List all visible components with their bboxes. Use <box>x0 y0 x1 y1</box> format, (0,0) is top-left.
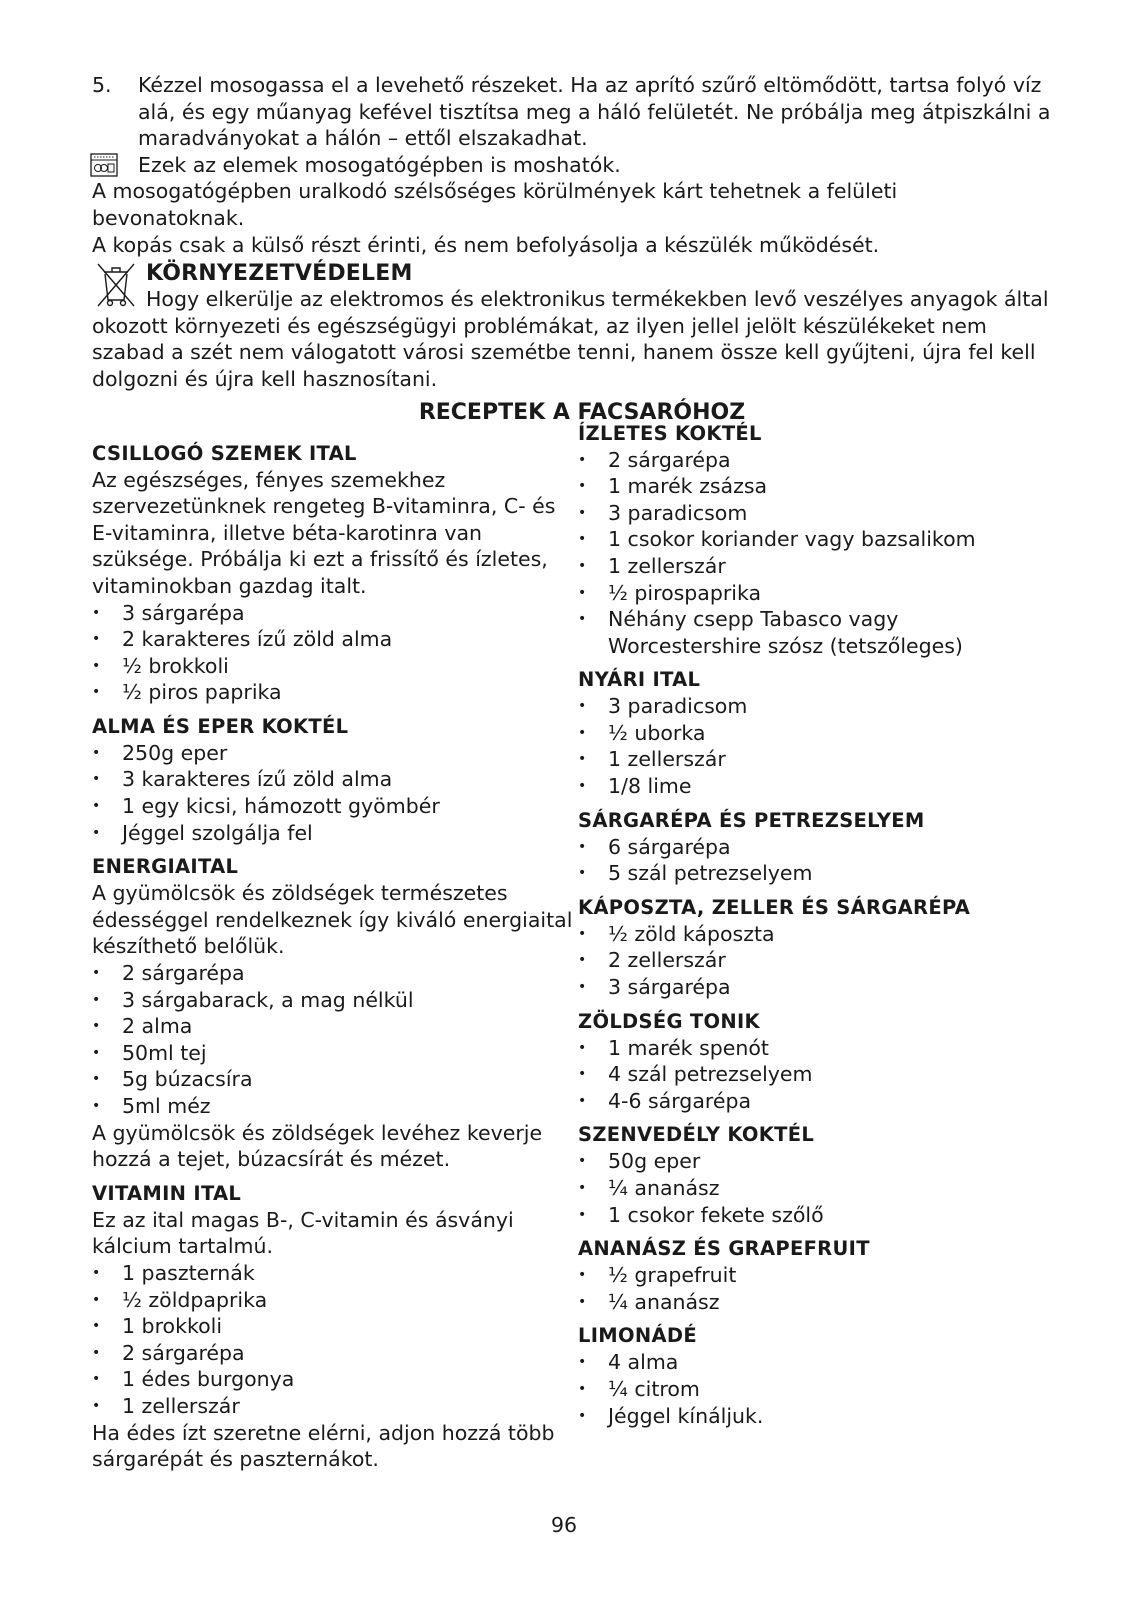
recipe-outro: A gyümölcsök és zöldségek levéhez keverje hozzá a tejet, búzacsírát és mézet. <box>92 1120 543 1172</box>
ingredient-list <box>578 834 1052 887</box>
bullet-icon: • <box>578 1267 587 1284</box>
ingredient-text: 1 marék zsázsa <box>608 474 768 499</box>
ingredient-item <box>578 834 1052 861</box>
bullet-icon: • <box>578 952 587 969</box>
ingredient-text: Jéggel kínáljuk. <box>608 1403 764 1428</box>
ingredient-text: ½ zöldpaprika <box>122 1287 268 1312</box>
ingredient-list <box>578 921 1052 1001</box>
ingredient-text: 3 sárgarépa <box>608 975 731 1000</box>
bullet-icon: • <box>92 1291 101 1308</box>
ingredient-item <box>578 1035 1052 1062</box>
ingredient-item <box>92 1366 578 1393</box>
ingredient-item <box>578 473 1052 500</box>
ingredient-list <box>578 447 1052 660</box>
recipe <box>92 854 578 1173</box>
step-text: Kézzel mosogassa el a levehető részeket. Ha az aprító szűrő eltömődött, tartsa folyó víz alá, és egy műanyag kefével tisztítsa meg a háló felületét. Ne próbálja meg átpiszkálni a maradványokat a hálón – ettől elszakadhat. <box>138 73 1051 151</box>
ingredient-item <box>92 960 578 987</box>
ingredient-item <box>92 1040 578 1067</box>
recipe <box>92 1181 578 1473</box>
ingredient-list <box>578 1035 1052 1115</box>
recipe <box>578 667 1052 799</box>
ingredient-text: Jéggel szolgálja fel <box>122 820 313 845</box>
ingredient-item <box>92 1313 578 1340</box>
ingredient-item <box>578 860 1052 887</box>
ingredient-text: 4-6 sárgarépa <box>608 1088 752 1113</box>
bullet-icon: • <box>578 504 587 521</box>
bullet-icon: • <box>578 724 587 741</box>
ingredient-text: 1 paszternák <box>122 1260 255 1285</box>
bullet-icon: • <box>92 798 101 815</box>
ingredient-text: ½ piros paprika <box>122 680 282 705</box>
ingredient-item <box>92 766 578 793</box>
note-line-1: A mosogatógépben uralkodó szélsőséges körülmények kárt tehetnek a felületi bevonatoknak. <box>92 179 898 230</box>
ingredient-text: 3 paradicsom <box>608 500 748 525</box>
recipe-title: CSILLOGÓ SZEMEK ITAL <box>92 441 357 465</box>
ingredient-text: 2 karakteres ízű zöld alma <box>122 627 393 652</box>
note-line-2: A kopás csak a külső részt érinti, és nem befolyásolja a készülék működését. <box>92 232 880 257</box>
ingredient-item <box>92 820 578 847</box>
ingredient-text: 2 sárgarépa <box>122 961 245 986</box>
ingredient-item <box>578 1376 1052 1403</box>
ingredient-item <box>92 653 578 680</box>
bullet-icon: • <box>92 771 101 788</box>
ingredient-item <box>578 526 1052 553</box>
bullet-icon: • <box>578 1206 587 1223</box>
ingredient-text: 1 zellerszár <box>608 553 726 578</box>
bullet-icon: • <box>92 1018 101 1035</box>
ingredient-text: 1 egy kicsi, hámozott gyömbér <box>122 794 440 819</box>
ingredient-text: 4 alma <box>608 1350 679 1375</box>
ingredient-text: 2 zellerszár <box>608 948 726 973</box>
bullet-icon: • <box>92 1397 101 1414</box>
recipe <box>578 1236 1052 1315</box>
bullet-icon: • <box>92 824 101 841</box>
bullet-icon: • <box>578 1293 587 1310</box>
ingredient-text: 5 szál petrezselyem <box>608 861 813 886</box>
ingredient-item <box>92 793 578 820</box>
ingredient-item <box>578 1403 1052 1430</box>
recipe-title: ANANÁSZ ÉS GRAPEFRUIT <box>578 1237 870 1261</box>
ingredient-text: 3 sárgarépa <box>122 600 245 625</box>
recipe-title: ÍZLETES KOKTÉL <box>578 421 762 445</box>
ingredient-item <box>578 1202 1052 1229</box>
recipe <box>578 808 1052 887</box>
ingredient-item <box>92 600 578 627</box>
recipe-title: ENERGIAITAL <box>92 855 239 879</box>
step-5 <box>92 72 1052 152</box>
bullet-icon: • <box>578 451 587 468</box>
recipe-title: ALMA ÉS EPER KOKTÉL <box>92 714 349 738</box>
ingredient-text: 1 marék spenót <box>608 1035 769 1060</box>
bullet-icon: • <box>92 1344 101 1361</box>
bullet-icon: • <box>578 1354 587 1371</box>
ingredient-text: 3 karakteres ízű zöld alma <box>122 767 393 792</box>
bullet-icon: • <box>578 925 587 942</box>
recipe-intro: A gyümölcsök és zöldségek természetes édességgel rendelkeznek így kiváló energiaital készíthető belőlük. <box>92 881 573 959</box>
ingredient-item <box>578 500 1052 527</box>
ingredient-item <box>92 1013 578 1040</box>
bullet-icon: • <box>92 1044 101 1061</box>
dishwasher-line <box>92 152 1052 179</box>
environment-title: KÖRNYEZETVÉDELEM <box>146 261 413 287</box>
ingredient-text: 50g eper <box>608 1149 701 1174</box>
ingredient-text: 1 zellerszár <box>122 1393 240 1418</box>
ingredient-item <box>578 1262 1052 1289</box>
ingredient-item <box>578 606 1052 659</box>
ingredient-text: ½ uborka <box>608 720 706 745</box>
recipe <box>578 1122 1052 1228</box>
ingredient-list <box>92 740 578 846</box>
bullet-icon: • <box>92 744 101 761</box>
ingredient-text: ¼ ananász <box>608 1176 720 1200</box>
recipe-title: KÁPOSZTA, ZELLER ÉS SÁRGARÉPA <box>578 895 971 919</box>
ingredient-list <box>92 1260 578 1420</box>
ingredient-text: Néhány csepp Tabasco vagy Worcestershire szósz (tetszőleges) <box>608 607 963 658</box>
recipe-columns <box>92 421 1052 1481</box>
bullet-icon: • <box>92 1264 101 1281</box>
ingredient-item <box>92 1340 578 1367</box>
environment-text: Hogy elkerülje az elektromos és elektronikus termékekben levő veszélyes anyagok által okozott környezeti és egészségügyi problémákat, az ilyen jellel jelölt készülékeket nem szabad a szét nem válogatott városi szemétbe tenni, hanem össze kell gyűjteni, újra fel kell dolgozni és újra kell hasznosítani. <box>92 287 1049 391</box>
recipe <box>578 421 1052 660</box>
ingredient-item <box>578 1289 1052 1316</box>
recipe <box>578 1009 1052 1115</box>
bullet-icon: • <box>578 698 587 715</box>
ingredient-list <box>578 1349 1052 1429</box>
bullet-icon: • <box>578 1092 587 1109</box>
recipe-title: LIMONÁDÉ <box>578 1324 697 1348</box>
recipe-title: ZÖLDSÉG TONIK <box>578 1009 760 1033</box>
ingredient-text: 2 alma <box>122 1014 193 1039</box>
ingredient-item <box>92 987 578 1014</box>
ingredient-text: ½ zöld káposzta <box>608 921 775 946</box>
bullet-icon: • <box>92 1098 101 1114</box>
bullet-icon: • <box>578 1153 587 1170</box>
bullet-icon: • <box>92 991 101 1008</box>
ingredient-item <box>578 1175 1052 1202</box>
bullet-icon: • <box>578 531 587 548</box>
bullet-icon: • <box>578 1066 587 1083</box>
recipe-title: NYÁRI ITAL <box>578 668 701 692</box>
ingredient-text: ½ brokkoli <box>122 653 229 678</box>
right-column <box>578 421 1052 1481</box>
bullet-icon: • <box>578 751 587 768</box>
ingredient-list <box>578 693 1052 799</box>
ingredient-item <box>92 626 578 653</box>
bullet-icon: • <box>92 604 101 621</box>
bullet-icon: • <box>578 1039 587 1056</box>
bullet-icon: • <box>578 557 587 574</box>
bullet-icon: • <box>578 478 587 495</box>
bullet-icon: • <box>578 778 587 795</box>
ingredient-text: 1 csokor fekete szőlő <box>608 1202 824 1227</box>
ingredient-item <box>578 447 1052 474</box>
ingredient-item <box>578 553 1052 580</box>
left-column <box>92 441 578 1481</box>
ingredient-item <box>92 740 578 767</box>
ingredient-item <box>92 679 578 706</box>
bullet-icon: • <box>92 684 101 701</box>
recipe <box>92 714 578 846</box>
ingredient-item <box>578 773 1052 800</box>
bullet-icon: • <box>92 965 101 982</box>
ingredient-text: 1/8 lime <box>608 774 692 799</box>
bullet-icon: • <box>92 1071 101 1088</box>
environment-section <box>92 260 1052 392</box>
bullet-icon: • <box>92 1318 101 1335</box>
ingredient-item <box>578 947 1052 974</box>
ingredient-text: 2 sárgarépa <box>608 447 731 472</box>
bullet-icon: • <box>92 631 101 648</box>
ingredient-text: 1 édes burgonya <box>122 1367 295 1392</box>
ingredient-text: 1 zellerszár <box>608 747 726 772</box>
ingredient-item <box>578 974 1052 1001</box>
recipe <box>578 895 1052 1001</box>
recipe-title: VITAMIN ITAL <box>92 1181 242 1205</box>
ingredient-list <box>92 600 578 706</box>
ingredient-text: 6 sárgarépa <box>608 834 731 859</box>
ingredient-text: 3 paradicsom <box>608 694 748 719</box>
ingredient-text: 5ml méz <box>122 1094 211 1118</box>
bullet-icon: • <box>578 979 587 996</box>
ingredient-item <box>578 580 1052 607</box>
ingredient-text: 1 brokkoli <box>122 1314 223 1339</box>
recipe-title: SÁRGARÉPA ÉS PETREZSELYEM <box>578 808 925 832</box>
dishwasher-text: Ezek az elemek mosogatógépben is moshatók. <box>138 152 621 177</box>
ingredient-item <box>578 921 1052 948</box>
ingredient-item <box>578 1061 1052 1088</box>
ingredient-text: ½ grapefruit <box>608 1263 737 1288</box>
ingredient-item <box>578 746 1052 773</box>
ingredient-item <box>92 1066 578 1093</box>
recycle-bin-icon <box>94 260 138 317</box>
recipe-outro: Ha édes ízt szeretne elérni, adjon hozzá több sárgarépát és paszternákot. <box>92 1420 555 1472</box>
ingredient-text: 3 sárgabarack, a mag nélkül <box>122 987 414 1012</box>
ingredient-text: 1 csokor koriander vagy bazsalikom <box>608 527 976 552</box>
ingredient-list <box>578 1262 1052 1315</box>
dishwasher-icon <box>92 153 138 177</box>
ingredient-item <box>578 693 1052 720</box>
bullet-icon: • <box>578 611 587 628</box>
bullet-icon: • <box>578 838 587 855</box>
recipe <box>578 1323 1052 1429</box>
ingredient-text: ¼ citrom <box>608 1376 700 1401</box>
ingredient-text: 2 sárgarépa <box>122 1340 245 1365</box>
bullet-icon: • <box>578 1407 587 1424</box>
step-number: 5. <box>92 73 112 97</box>
ingredient-text: 5g búzacsíra <box>122 1067 253 1092</box>
recipes-title: RECEPTEK A FACSARÓHOZ <box>418 399 746 425</box>
ingredient-list <box>92 960 578 1120</box>
ingredient-text: 50ml tej <box>122 1040 207 1065</box>
bullet-icon: • <box>578 1380 587 1397</box>
ingredient-item <box>578 720 1052 747</box>
ingredient-list <box>578 1148 1052 1228</box>
ingredient-item <box>578 1148 1052 1175</box>
recipe <box>92 441 578 706</box>
ingredient-item <box>578 1349 1052 1376</box>
ingredient-item <box>578 1088 1052 1115</box>
page-number: 96 <box>550 1513 578 1537</box>
ingredient-item <box>92 1287 578 1314</box>
page-content <box>92 72 1052 1481</box>
recipe-title: SZENVEDÉLY KOKTÉL <box>578 1123 815 1147</box>
ingredient-item <box>92 1393 578 1420</box>
ingredient-text: ½ pirospaprika <box>608 580 762 605</box>
ingredient-text: 250g eper <box>122 740 228 765</box>
bullet-icon: • <box>578 584 587 601</box>
bullet-icon: • <box>92 1371 101 1388</box>
ingredient-item <box>92 1093 578 1120</box>
bullet-icon: • <box>578 865 587 882</box>
bullet-icon: • <box>92 657 101 674</box>
ingredient-text: ¼ ananász <box>608 1289 720 1314</box>
ingredient-text: 4 szál petrezselyem <box>608 1062 813 1087</box>
bullet-icon: • <box>578 1180 587 1196</box>
recipe-intro: Ez az ital magas B-, C-vitamin és ásványi kálcium tartalmú. <box>92 1207 514 1259</box>
recipe-intro: Az egészséges, fényes szemekhez szervezetünknek rengeteg B-vitaminra, C- és E-vitaminra, illetve béta-karotinra van szüksége. Próbálja ki ezt a frissítő és ízletes, vitaminokban gazdag italt. <box>92 467 556 598</box>
ingredient-item <box>92 1260 578 1287</box>
